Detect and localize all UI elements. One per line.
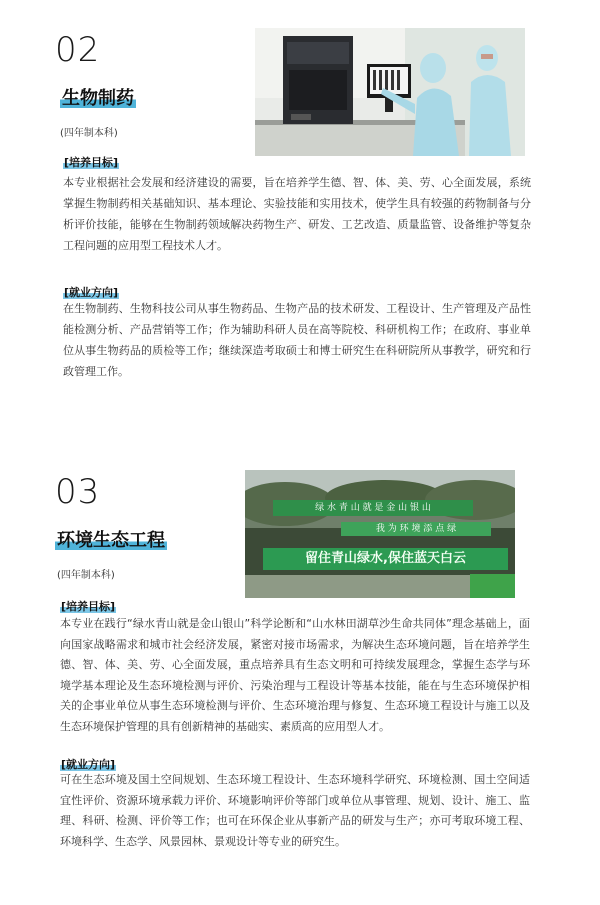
training-goal-label: [培养目标]	[61, 600, 116, 613]
career-label: [就业方向]	[64, 286, 119, 299]
section-title: 生物制药	[60, 84, 136, 110]
program-duration: (四年制本科)	[60, 128, 118, 139]
career-text: 可在生态环境及国土空间规划、生态环境工程设计、生态环境科学研究、环境检测、国土空间适宜性评价、资源环境承载力评价、环境影响评价等部门或单位从事管理、规划、设计、施工、监理、科研、检测、评价等工作；也可在环保企业从事新产品的研发与生产；亦可考取环境工程、环境科学、生态学、风景园林、景观设计等专业的研究生。	[60, 773, 530, 848]
section-number: 03	[55, 472, 101, 512]
program-duration: (四年制本科)	[57, 570, 115, 581]
training-goal-text: 本专业根据社会发展和经济建设的需要，旨在培养学生德、智、体、美、劳、心全面发展，系统掌握生物制药相关基础知识、基本理论、实验技能和实用技术，使学生具有较强的药物制备与分析评价技能，能够在生物制药领域解决药物生产、研发、工艺改造、质量监管、设备维护等复杂工程问题的应用型工程技术人才。	[63, 176, 531, 252]
photo-banner-top: 绿 水 青 山 就 是 金 山 银 山	[273, 500, 473, 516]
photo-banner-mid: 我 为 环 境 添 点 绿	[341, 522, 491, 536]
lab-photo	[255, 28, 525, 156]
section-number: 02	[55, 30, 101, 70]
training-goal-label: [培养目标]	[64, 156, 119, 169]
photo-banner-bottom: 留住青山绿水,保住蓝天白云	[263, 548, 508, 570]
career-label: [就业方向]	[61, 758, 116, 771]
training-goal-text: 本专业在践行“绿水青山就是金山银山”科学论断和“山水林田湖草沙生命共同体”理念基础上，面向国家战略需求和城市社会经济发展，紧密对接市场需求，为解决生态环境问题，旨在培养学生德、智、体、美、劳、心全面发展，重点培养具有生态文明和可持续发展理念，掌握生态学与环境学基本理论及生态环境检测与评价、污染治理与工程设计等基本技能，能在与生态环境保护相关的企事业单位从事生态环境检测与评价、生态环境治理与修复、生态环境工程设计与施工以及生态环境保护管理的具有创新精神的基础实、素质高的应用型人才。	[60, 617, 530, 733]
group-photo	[245, 470, 515, 598]
career-text: 在生物制药、生物科技公司从事生物药品、生物产品的技术研发、工程设计、生产管理及产品性能检测分析、产品营销等工作；作为辅助科研人员在高等院校、科研机构工作；在政府、事业单位从事生物药品的质检等工作；继续深造考取硕士和博士研究生在科研院所从事教学，研究和行政管理工作。	[63, 302, 531, 378]
section-title: 环境生态工程	[55, 526, 167, 552]
